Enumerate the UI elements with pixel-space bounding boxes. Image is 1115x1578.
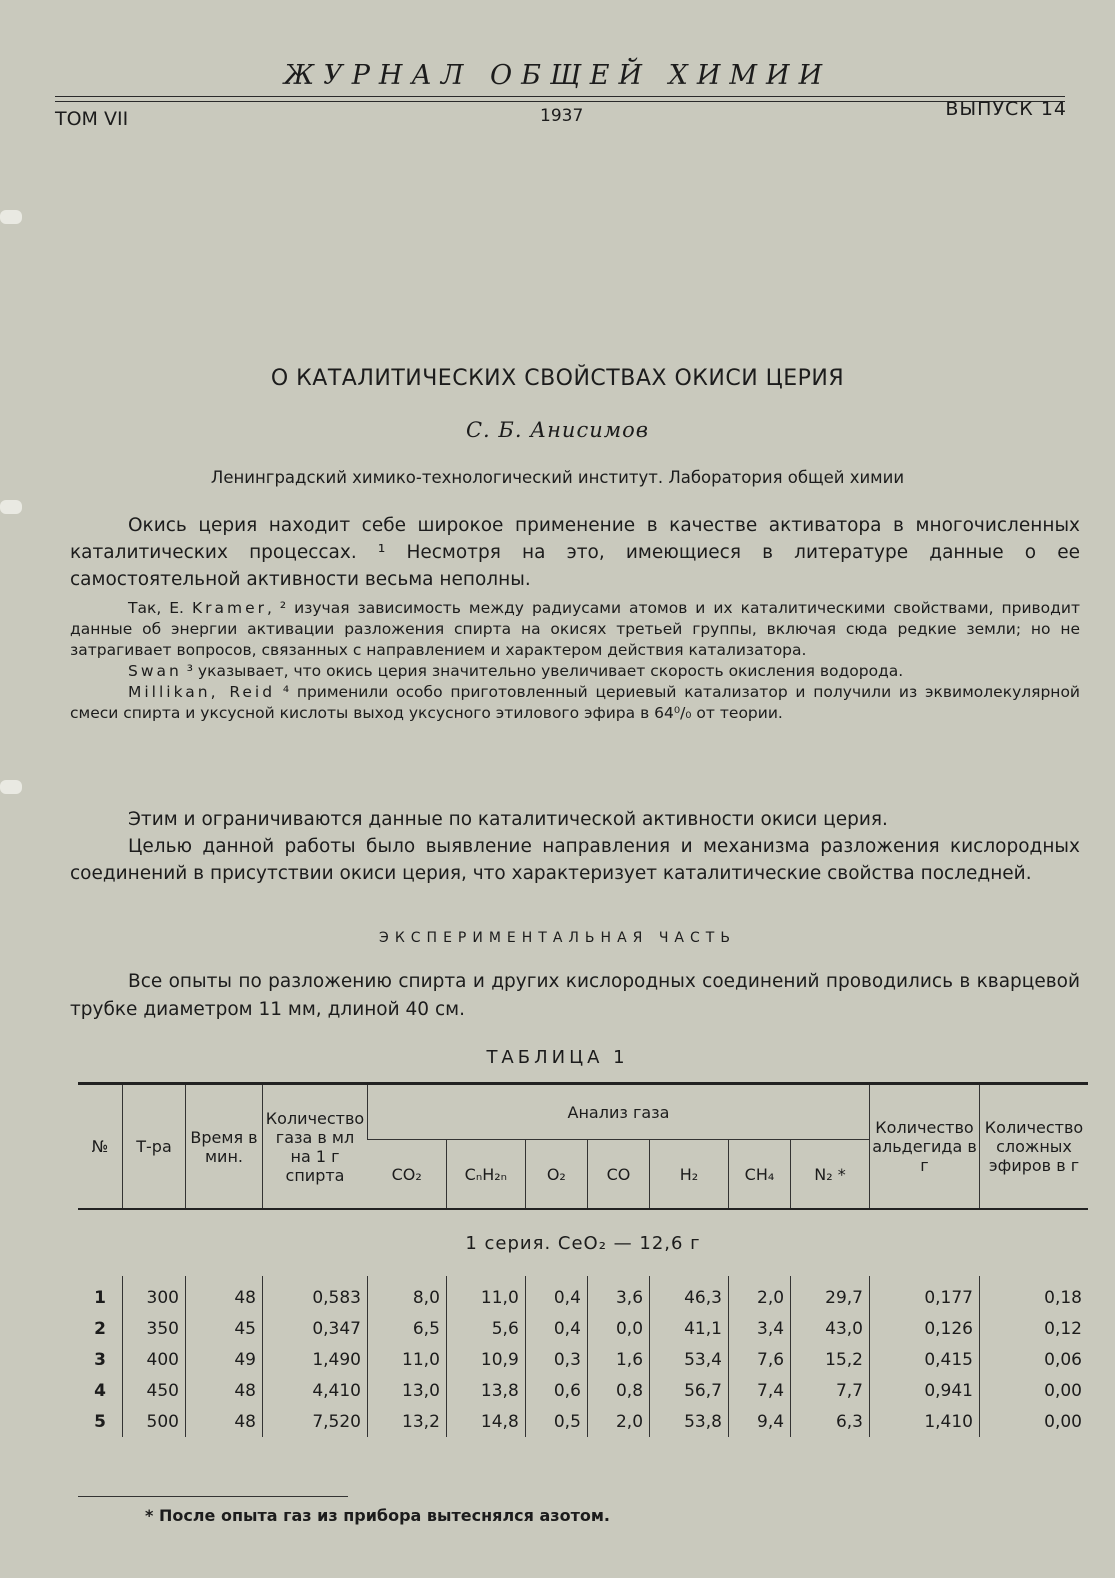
- issue-label: ВЫПУСК 14: [945, 98, 1067, 120]
- table-cell: 400: [123, 1344, 186, 1375]
- table-cell: 1,490: [263, 1344, 368, 1375]
- table-row: [78, 1375, 1088, 1406]
- table-cell: 0,12: [980, 1313, 1089, 1344]
- col-n2: N₂ *: [791, 1140, 870, 1210]
- footnote: * После опыта газ из прибора вытеснялся азотом.: [145, 1506, 610, 1525]
- year-label: 1937: [540, 106, 584, 126]
- section-heading: ЭКСПЕРИМЕНТАЛЬНАЯ ЧАСТЬ: [379, 930, 736, 946]
- author-name: Millikan, Reid: [128, 683, 276, 701]
- table-cell: 56,7: [650, 1375, 729, 1406]
- col-co2: CO₂: [368, 1140, 447, 1210]
- header-rule: [55, 96, 1065, 97]
- aim-paragraphs: [70, 806, 1080, 887]
- table-cell: 7,7: [791, 1375, 870, 1406]
- table-row: [78, 1406, 1088, 1437]
- table-cell: 11,0: [368, 1344, 447, 1375]
- table-cell: 300: [123, 1276, 186, 1313]
- journal-name: ЖУРНАЛ ОБЩЕЙ ХИМИИ: [283, 60, 832, 91]
- table-cell: 0,4: [525, 1276, 587, 1313]
- table-cell: 29,7: [791, 1276, 870, 1313]
- ref-kramer: Так, Е. Kramer, ² изучая зависимость между радиусами атомов и их каталитическими свойствами, приводит данные об энергии активации разложения спирта на окисях третьей группы, включая сюда редкие земли; но не затрагивает вопросов, связанных с направлением и характером действия катализатора.: [70, 599, 1080, 659]
- table-cell: 0,583: [263, 1276, 368, 1313]
- table-cell: 2,0: [728, 1276, 790, 1313]
- table-cell: 11,0: [446, 1276, 525, 1313]
- article-institution: Ленинградский химико-технологический институт. Лаборатория общей химии: [210, 468, 905, 487]
- article-title: О КАТАЛИТИЧЕСКИХ СВОЙСТВАХ ОКИСИ ЦЕРИЯ: [270, 366, 845, 391]
- table-cell: 0,8: [587, 1375, 649, 1406]
- table-cell: 4: [94, 1380, 106, 1401]
- table-cell: 5,6: [446, 1313, 525, 1344]
- table-cell: 6,3: [791, 1406, 870, 1437]
- header-rule: [55, 101, 1065, 102]
- volume-label: ТОМ VII: [55, 108, 129, 130]
- col-h2: H₂: [650, 1140, 729, 1210]
- table-cell: 2: [94, 1318, 106, 1339]
- col-time: Время в мин.: [186, 1084, 263, 1210]
- table-row: [78, 1313, 1088, 1344]
- article-author: С. Б. Анисимов: [465, 418, 650, 442]
- table-cell: 7,6: [728, 1344, 790, 1375]
- table-cell: 7,520: [263, 1406, 368, 1437]
- table-cell: 0,347: [263, 1313, 368, 1344]
- table-cell: 0,126: [870, 1313, 980, 1344]
- table-cell: 3,4: [728, 1313, 790, 1344]
- table-cell: 0,18: [980, 1276, 1089, 1313]
- table-cell: 0,00: [980, 1375, 1089, 1406]
- paragraph-method: Все опыты по разложению спирта и других кислородных соединений проводились в кварцевой трубке диаметром 11 мм, длиной 40 см.: [70, 971, 1080, 1020]
- author-name: Kramer: [191, 599, 267, 617]
- table-cell: 8,0: [368, 1276, 447, 1313]
- series-label: 1 серия. CeO₂ — 12,6 г: [465, 1232, 701, 1254]
- table-cell: 41,1: [650, 1313, 729, 1344]
- col-temperature: Т-ра: [123, 1084, 186, 1210]
- table-cell: 4,410: [263, 1375, 368, 1406]
- table-row: [78, 1276, 1088, 1313]
- table-cell: 0,177: [870, 1276, 980, 1313]
- table-cell: 48: [186, 1375, 263, 1406]
- table-cell: 53,8: [650, 1406, 729, 1437]
- table-cell: 0,5: [525, 1406, 587, 1437]
- intro-text: Окись церия находит себе широкое применение в качестве активатора в многочисленных каталитических процессах. ¹ Несмотря на это, имеющиеся в литературе данные о ее самостоятельной активности весьма неполны.: [70, 515, 1080, 590]
- ref-swan: Swan ³ указывает, что окись церия значительно увеличивает скорость окисления водорода.: [128, 662, 904, 680]
- table-cell: 3: [94, 1349, 106, 1370]
- table-cell: 7,4: [728, 1375, 790, 1406]
- col-ch4: CH₄: [728, 1140, 790, 1210]
- table-cell: 0,4: [525, 1313, 587, 1344]
- table-cell: 1,6: [587, 1344, 649, 1375]
- binding-hole-mark: [0, 780, 22, 794]
- table-cell: 45: [186, 1313, 263, 1344]
- col-o2: O₂: [525, 1140, 587, 1210]
- col-esters: Количество сложных эфиров в г: [980, 1084, 1089, 1210]
- data-table: [78, 1082, 1088, 1437]
- author-name: Swan: [128, 662, 182, 680]
- table-cell: 10,9: [446, 1344, 525, 1375]
- ref-millikan-reid: Millikan, Reid ⁴ применили особо приготовленный цериевый катализатор и получили из эквимолекулярной смеси спирта и уксусной кислоты выход уксусного этилового эфира в 64⁰/₀ от теории.: [70, 683, 1080, 722]
- footnote-rule: [78, 1496, 348, 1497]
- table-cell: 49: [186, 1344, 263, 1375]
- literature-review: [70, 598, 1080, 724]
- col-gas-amount: Количество газа в мл на 1 г спирта: [263, 1084, 368, 1210]
- table-cell: 48: [186, 1406, 263, 1437]
- table-cell: 0,00: [980, 1406, 1089, 1437]
- table-cell: 2,0: [587, 1406, 649, 1437]
- table-cell: 15,2: [791, 1344, 870, 1375]
- table-cell: 53,4: [650, 1344, 729, 1375]
- table-cell: 0,0: [587, 1313, 649, 1344]
- experimental-paragraph: [70, 968, 1080, 1024]
- table-cell: 1: [94, 1287, 106, 1308]
- table-cell: 13,2: [368, 1406, 447, 1437]
- table-cell: 6,5: [368, 1313, 447, 1344]
- table-cell: 0,6: [525, 1375, 587, 1406]
- table-cell: 500: [123, 1406, 186, 1437]
- col-gas-analysis: Анализ газа: [368, 1084, 870, 1140]
- table-cell: 3,6: [587, 1276, 649, 1313]
- table-title: ТАБЛИЦА 1: [486, 1047, 629, 1068]
- table-cell: 0,3: [525, 1344, 587, 1375]
- intro-paragraph: [70, 512, 1080, 593]
- table-cell: 43,0: [791, 1313, 870, 1344]
- table-cell: 350: [123, 1313, 186, 1344]
- binding-hole-mark: [0, 210, 22, 224]
- table-cell: 13,8: [446, 1375, 525, 1406]
- col-co: CO: [587, 1140, 649, 1210]
- table-cell: 0,941: [870, 1375, 980, 1406]
- col-no: №: [78, 1084, 123, 1210]
- binding-hole-mark: [0, 500, 22, 514]
- table-cell: 5: [94, 1411, 106, 1432]
- table-cell: 9,4: [728, 1406, 790, 1437]
- col-cnh2n: CₙH₂ₙ: [446, 1140, 525, 1210]
- table-cell: 13,0: [368, 1375, 447, 1406]
- table-cell: 48: [186, 1276, 263, 1313]
- paragraph-summary: Этим и ограничиваются данные по каталитической активности окиси церия.: [128, 809, 888, 830]
- table-cell: 0,06: [980, 1344, 1089, 1375]
- table-cell: 0,415: [870, 1344, 980, 1375]
- table-cell: 14,8: [446, 1406, 525, 1437]
- table-cell: 46,3: [650, 1276, 729, 1313]
- col-aldehyde: Количество альдегида в г: [870, 1084, 980, 1210]
- table-row: [78, 1344, 1088, 1375]
- table-cell: 1,410: [870, 1406, 980, 1437]
- table-cell: 450: [123, 1375, 186, 1406]
- paragraph-aim: Целью данной работы было выявление направления и механизма разложения кислородных соединений в присутствии окиси церия, что характеризует каталитические свойства последней.: [70, 836, 1080, 884]
